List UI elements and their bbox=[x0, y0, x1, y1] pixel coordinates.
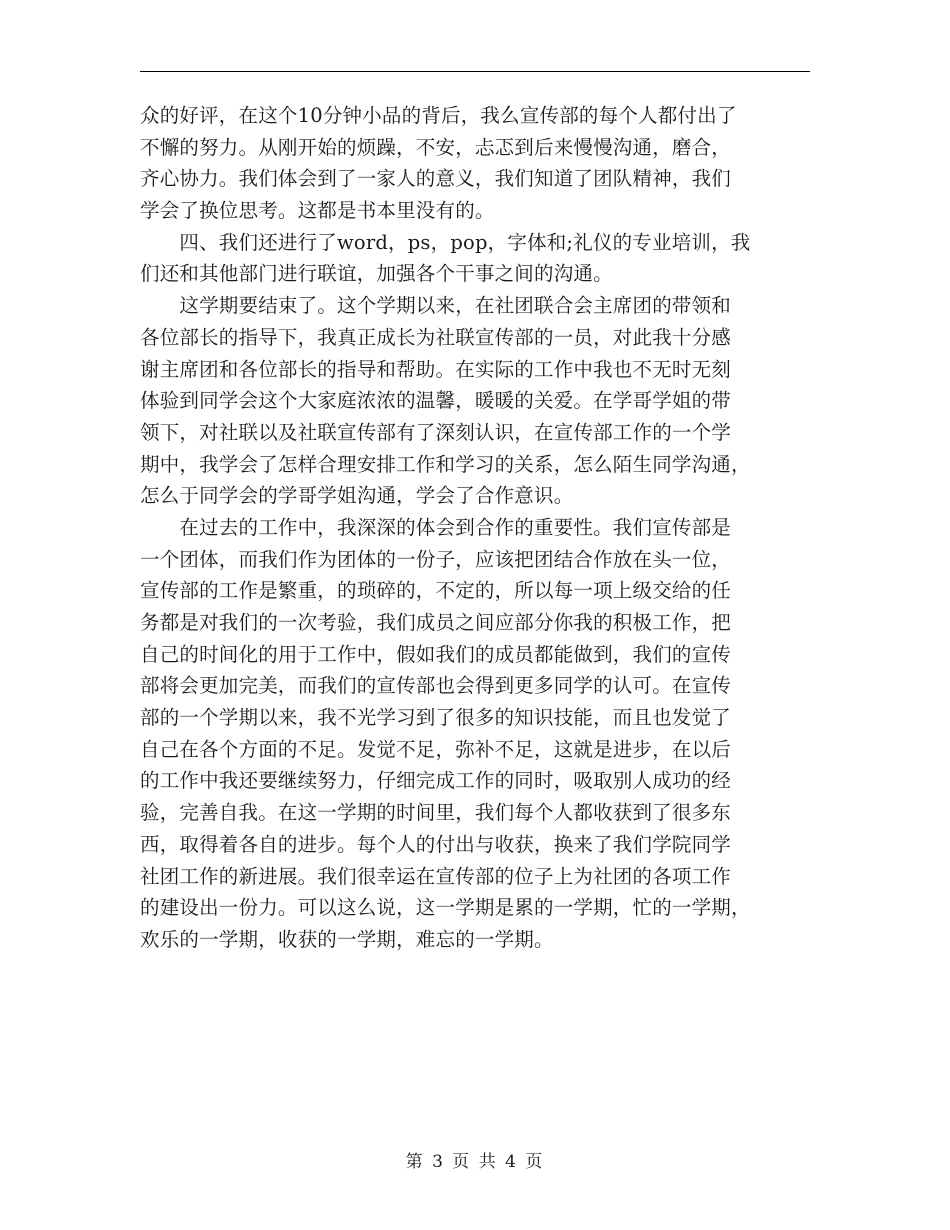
text-line: 一个团体，而我们作为团体的一份子，应该把团结合作放在头一位， bbox=[140, 547, 732, 571]
text-line: 这学期要结束了。这个学期以来，在社团联合会主席团的带领和 bbox=[140, 294, 732, 318]
text-line: 宣传部的工作是繁重，的琐碎的，不定的，所以每一项上级交给的任 bbox=[140, 579, 732, 603]
text-line: 领下，对社联以及社联宣传部有了深刻认识，在宣传部工作的一个学 bbox=[140, 420, 732, 444]
text-line: 验，完善自我。在这一学期的时间里，我们每个人都收获到了很多东 bbox=[140, 801, 732, 825]
text-line: 期中，我学会了怎样合理安排工作和学习的关系，怎么陌生同学沟通， bbox=[140, 452, 751, 476]
header-rule bbox=[140, 71, 810, 72]
text-line: 体验到同学会这个大家庭浓浓的温馨，暖暖的关爱。在学哥学姐的带 bbox=[140, 389, 732, 413]
text-line: 西，取得着各自的进步。每个人的付出与收获，换来了我们学院同学 bbox=[140, 832, 732, 856]
text-line: 学会了换位思考。这都是书本里没有的。 bbox=[140, 199, 495, 223]
text-line: 的建设出一份力。可以这么说，这一学期是累的一学期，忙的一学期， bbox=[140, 896, 751, 920]
text-line: 部的一个学期以来，我不光学习到了很多的知识技能，而且也发觉了 bbox=[140, 706, 732, 730]
text-line: 自己的时间化的用于工作中，假如我们的成员都能做到，我们的宣传 bbox=[140, 642, 732, 666]
text-line: 欢乐的一学期，收获的一学期，难忘的一学期。 bbox=[140, 927, 554, 951]
text-line: 务都是对我们的一次考验，我们成员之间应部分你我的积极工作，把 bbox=[140, 611, 732, 634]
text-line: 社团工作的新进展。我们很幸运在宣传部的位子上为社团的各项工作 bbox=[140, 864, 732, 888]
text-line: 各位部长的指导下，我真正成长为社联宣传部的一员，对此我十分感 bbox=[140, 325, 732, 349]
text-line: 们还和其他部门进行联谊，加强各个干事之间的沟通。 bbox=[140, 262, 613, 286]
text-line: 四、我们还进行了word，ps，pop，字体和;礼仪的专业培训，我 bbox=[140, 230, 751, 254]
text-line: 的工作中我还要继续努力，仔细完成工作的同时，吸取别人成功的经 bbox=[140, 769, 732, 793]
text-line: 部将会更加完美，而我们的宣传部也会得到更多同学的认可。在宣传 bbox=[140, 674, 732, 698]
text-line: 不懈的努力。从刚开始的烦躁，不安，忐忑到后来慢慢沟通，磨合， bbox=[140, 135, 732, 159]
text-line: 众的好评，在这个10分钟小品的背后，我么宣传部的每个人都付出了 bbox=[140, 104, 737, 127]
text-line: 谢主席团和各位部长的指导和帮助。在实际的工作中我也不无时无刻 bbox=[140, 357, 732, 381]
text-line: 齐心协力。我们体会到了一家人的意义，我们知道了团队精神，我们 bbox=[140, 167, 732, 191]
document-body bbox=[140, 100, 810, 956]
text-line: 自己在各个方面的不足。发觉不足，弥补不足，这就是进步，在以后 bbox=[140, 737, 732, 761]
text-line: 在过去的工作中，我深深的体会到合作的重要性。我们宣传部是 bbox=[140, 515, 732, 539]
page-number: 第 3 页 共 4 页 bbox=[405, 1152, 545, 1172]
text-line: 怎么于同学会的学哥学姐沟通，学会了合作意识。 bbox=[140, 484, 574, 508]
